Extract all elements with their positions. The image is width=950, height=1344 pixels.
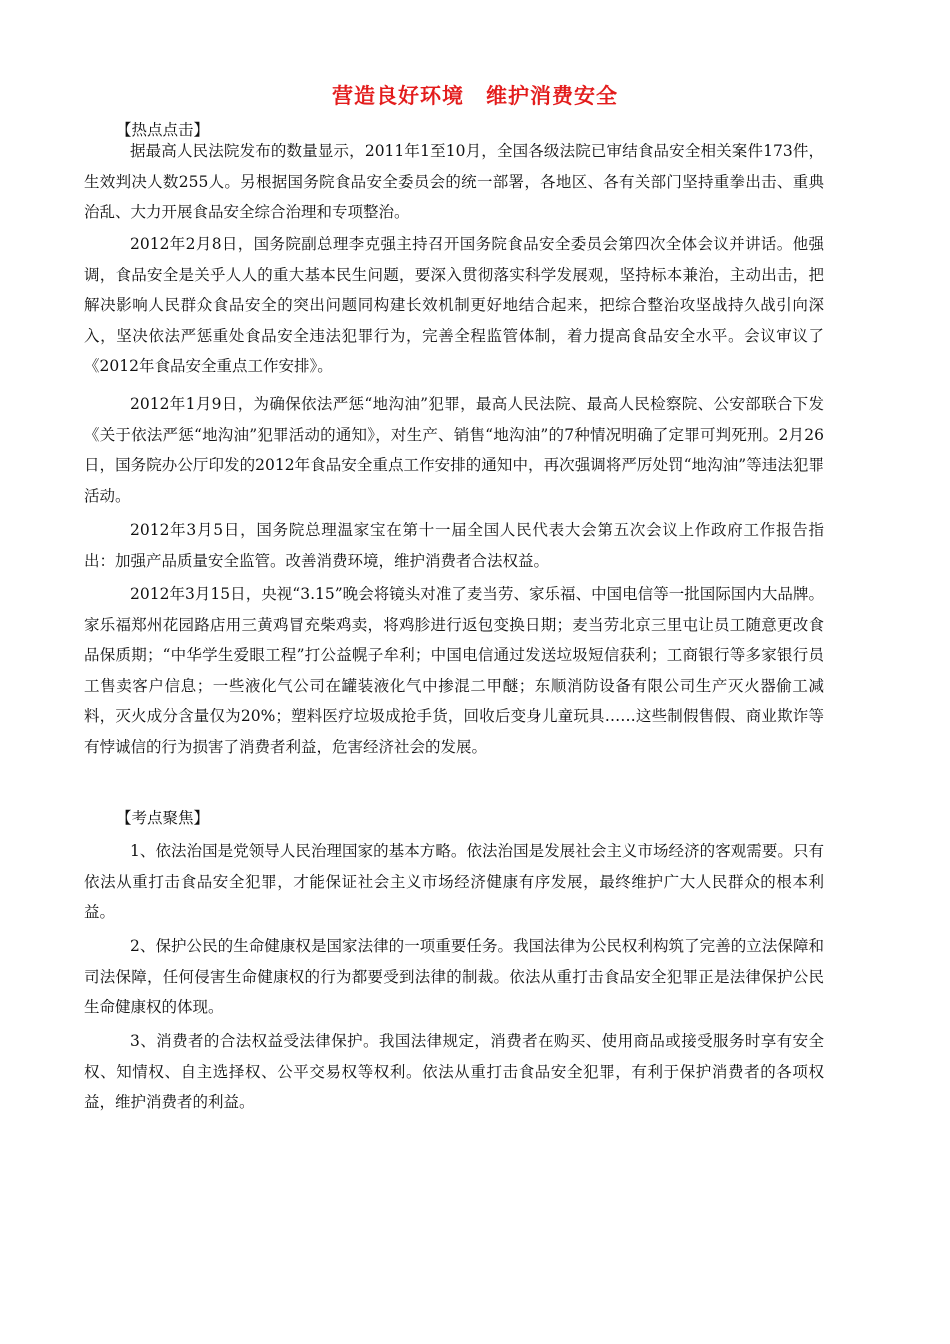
paragraph-gutter-oil-notice: 2012年1月9日，为确保依法严惩“地沟油”犯罪，最高人民法院、最高人民检察院、公安部联合下发《关于依法严惩“地沟油”犯罪活动的通知》，对生产、销售“地沟油”的7种情况明确了定罪可判死刑。2月26日，国务院办公厅印发的2012年食品安全重点工作安排的通知中，再次强调将严厉处罚“地沟油”等违法犯罪活动。: [84, 395, 824, 505]
paragraph-rule-of-law: 1、依法治国是党领导人民治理国家的基本方略。依法治国是发展社会主义市场经济的客观需要。只有依法从重打击食品安全犯罪，才能保证社会主义市场经济健康有序发展，最终维护广大人民群众的根本利益。: [84, 842, 824, 921]
paragraph-government-report: 2012年3月5日，国务院总理温家宝在第十一届全国人民代表大会第五次会议上作政府工作报告指出：加强产品质量安全监管。改善消费环境，维护消费者合法权益。: [84, 521, 824, 570]
paragraph-right-to-life-health: 2、保护公民的生命健康权是国家法律的一项重要任务。我国法律为公民权利构筑了完善的立法保障和司法保障，任何侵害生命健康权的行为都要受到法律的制裁。依法从重打击食品安全犯罪正是法律保护公民生命健康权的体现。: [84, 937, 824, 1016]
paragraph-consumer-rights: 3、消费者的合法权益受法律保护。我国法律规定，消费者在购买、使用商品或接受服务时享有安全权、知情权、自主选择权、公平交易权等权利。依法从重打击食品安全犯罪，有利于保护消费者的各项权益，维护消费者的利益。: [84, 1032, 824, 1111]
document-title: 营造良好环境 维护消费安全: [332, 84, 618, 108]
section-heading-key-points: 【考点聚焦】: [116, 809, 210, 827]
paragraph-315-gala: 2012年3月15日，央视“3.15”晚会将镜头对准了麦当劳、家乐福、中国电信等一批国际国内大品牌。家乐福郑州花园路店用三黄鸡冒充柴鸡卖，将鸡胗进行返包变换日期；麦当劳北京三里屯让员工随意更改食品保质期；“中华学生爱眼工程”打公益幌子牟利；中国电信通过发送垃圾短信获利；工商银行等多家银行员工售卖客户信息；一些液化气公司在罐装液化气中掺混二甲醚；东顺消防设备有限公司生产灭火器偷工减料，灭火成分含量仅为20%；塑料医疗垃圾成抢手货，回收后变身儿童玩具……这些制假售假、商业欺诈等有悖诚信的行为损害了消费者利益，危害经济社会的发展。: [84, 585, 824, 756]
paragraph-court-statistics: 据最高人民法院发布的数量显示，2011年1至10月，全国各级法院已审结食品安全相关案件173件，生效判决人数255人。另根据国务院食品安全委员会的统一部署，各地区、各有关部门坚持重拳出击、重典治乱、大力开展食品安全综合治理和专项整治。: [84, 142, 824, 221]
section-heading-hotspot: 【热点点击】: [116, 121, 210, 139]
paragraph-state-council-meeting: 2012年2月8日，国务院副总理李克强主持召开国务院食品安全委员会第四次全体会议并讲话。他强调，食品安全是关乎人人的重大基本民生问题，要深入贯彻落实科学发展观，坚持标本兼治，主动出击，把解决影响人民群众食品安全的突出问题同构建长效机制更好地结合起来，把综合整治攻坚战持久战引向深入，坚决依法严惩重处食品安全违法犯罪行为，完善全程监管体制，着力提高食品安全水平。会议审议了《2012年食品安全重点工作安排》。: [84, 235, 824, 375]
